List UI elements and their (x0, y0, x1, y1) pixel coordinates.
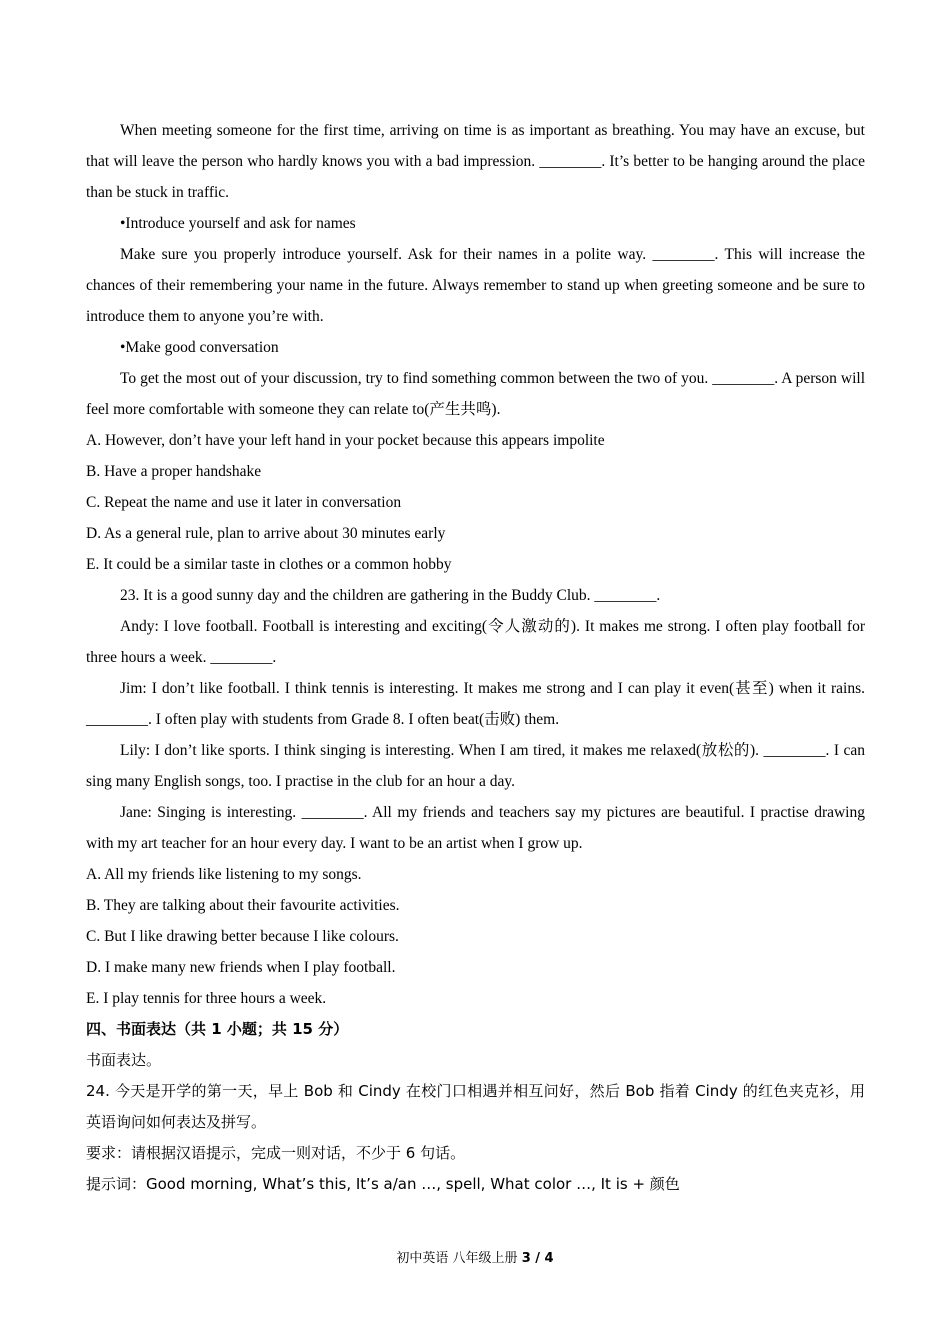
dialogue-jane: Jane: Singing is interesting. ________. All my friends and teachers say my pictures are beautiful. I practise drawing with my art teacher for an hour every day. I want to be an artist when I grow up. (86, 804, 865, 852)
requirement-text: 要求：请根据汉语提示，完成一则对话，不少于 6 句话。 (86, 1144, 466, 1162)
section-subtitle: 书面表达。 (86, 1051, 162, 1069)
dialogue-lily: Lily: I don’t like sports. I think singing is interesting. When I am tired, it makes me relaxed(放松的). ________. I can sing many English songs, too. I practise in the club for an hour a day. (86, 742, 865, 790)
passage-subheading: •Make good conversation (120, 339, 279, 356)
hint-words: 提示词：Good morning, What’s this, It’s a/an …, spell, What color …, It is + 颜色 (86, 1175, 680, 1193)
option-a: A. However, don’t have your left hand in your pocket because this appears impolite (86, 432, 605, 449)
question-23-intro: 23. It is a good sunny day and the children are gathering in the Buddy Club. ________. (120, 587, 661, 604)
dialogue-jim: Jim: I don’t like football. I think tennis is interesting. It makes me strong and I can play it even(甚至) when it rains. ________. I often play with students from Grade 8. I often beat(击败) them. (86, 680, 865, 728)
dialogue-andy: Andy: I love football. Football is interesting and exciting(令人激动的). It makes me strong. I often play football for three hours a week. ________. (86, 618, 865, 666)
passage-subheading: •Introduce yourself and ask for names (120, 215, 356, 232)
question-24: 24. 今天是开学的第一天，早上 Bob 和 Cindy 在校门口相遇并相互问好，然后 Bob 指着 Cindy 的红色夹克衫，用英语询问如何表达及拼写。 (86, 1082, 865, 1131)
option-c: C. But I like drawing better because I like colours. (86, 928, 399, 945)
document-body (86, 115, 865, 1200)
option-b: B. They are talking about their favourite activities. (86, 897, 400, 914)
option-e: E. It could be a similar taste in clothes or a common hobby (86, 556, 452, 573)
passage-paragraph: When meeting someone for the first time, arriving on time is as important as breathing. You may have an excuse, but that will leave the person who hardly knows you with a bad impression. ________. It’s better to be hanging around the place than be stuck in traffic. (86, 122, 865, 201)
option-b: B. Have a proper handshake (86, 463, 262, 480)
option-e: E. I play tennis for three hours a week. (86, 990, 327, 1007)
option-a: A. All my friends like listening to my songs. (86, 866, 362, 883)
option-d: D. I make many new friends when I play football. (86, 959, 396, 976)
option-d: D. As a general rule, plan to arrive about 30 minutes early (86, 525, 446, 542)
page-footer (0, 1247, 950, 1266)
page-number: 3 / 4 (521, 1251, 554, 1266)
option-c: C. Repeat the name and use it later in conversation (86, 494, 402, 511)
footer-title: 初中英语 八年级上册 (396, 1251, 518, 1266)
passage-paragraph: To get the most out of your discussion, try to find something common between the two of you. ________. A person will feel more comfortable with someone they can relate to(产生共鸣). (86, 370, 865, 418)
passage-paragraph: Make sure you properly introduce yourself. Ask for their names in a polite way. ________. This will increase the chances of their remembering your name in the future. Always remember to stand up when greeting someone and be sure to introduce them to anyone you’re with. (86, 246, 865, 325)
section-heading: 四、书面表达（共 1 小题；共 15 分） (86, 1020, 349, 1038)
